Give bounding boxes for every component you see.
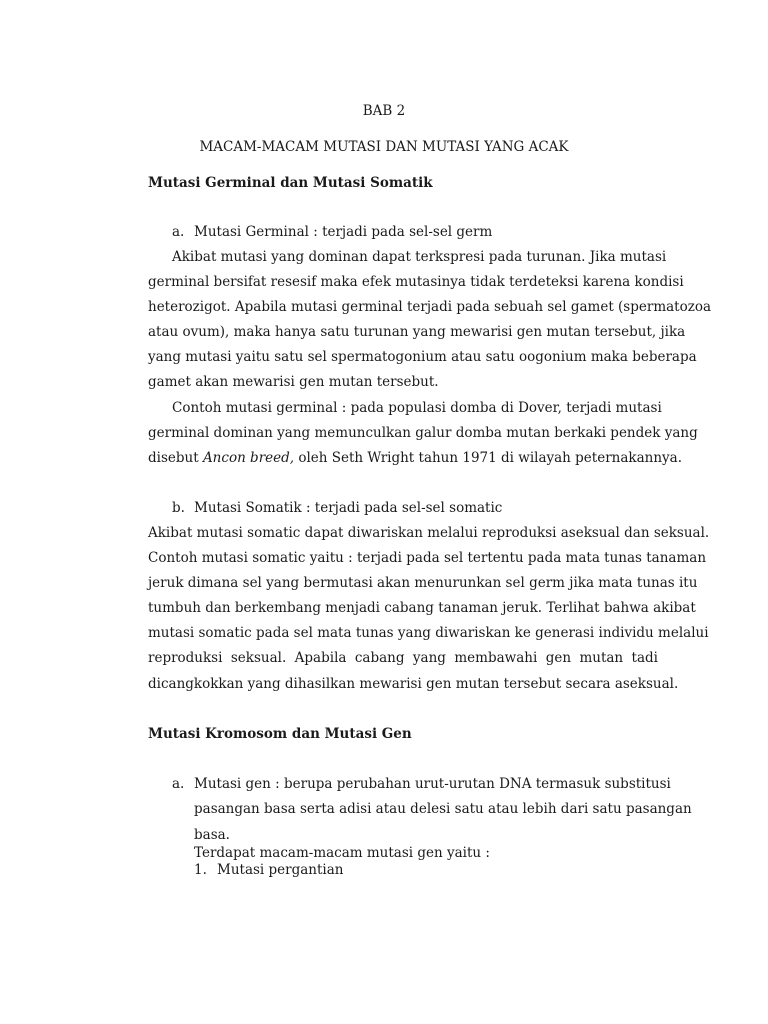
paragraph-line [172, 400, 662, 416]
paragraph-line [148, 349, 697, 365]
list-item-text: Mutasi Germinal : terjadi pada sel-sel germ [194, 224, 493, 240]
paragraph-line-text: tumbuh dan berkembang menjadi cabang tanaman jeruk. Terlihat bahwa akibat [148, 600, 696, 616]
paragraph-line-text: mutasi somatic pada sel mata tunas yang diwariskan ke generasi individu melalui [148, 625, 709, 641]
paragraph-line [148, 650, 658, 666]
list-item-line [194, 776, 671, 792]
paragraph-line [148, 575, 698, 591]
paragraph-text: disebut [148, 450, 203, 466]
paragraph-line-text: Contoh mutasi germinal : pada populasi domba di Dover, terjadi mutasi [172, 400, 662, 416]
paragraph-line [148, 450, 682, 466]
list-marker: a. [172, 776, 185, 792]
paragraph-line-text: Mutasi gen : berupa perubahan urut-urutan DNA termasuk substitusi [194, 776, 671, 792]
paragraph-line-text: atau ovum), maka hanya satu turunan yang mewarisi gen mutan tersebut, jika [148, 324, 686, 340]
paragraph-line: Akibat mutasi somatic dapat diwariskan melalui reproduksi aseksual dan seksual. [148, 525, 710, 541]
list-marker: b. [172, 500, 185, 516]
list-item-text: Mutasi Somatik : terjadi pada sel-sel somatic [194, 500, 503, 516]
sub-list-item-text: Mutasi pergantian [217, 862, 344, 878]
paragraph-line-text: Contoh mutasi somatic yaitu : terjadi pada sel tertentu pada mata tunas tanaman [148, 550, 707, 566]
paragraph-line-text: heterozigot. Apabila mutasi germinal terjadi pada sebuah sel gamet (spermatozoa [148, 299, 712, 315]
paragraph-line-text: germinal bersifat resesif maka efek mutasinya tidak terdeteksi karena kondisi [148, 274, 684, 290]
paragraph-line [148, 425, 698, 441]
section-heading-germinal-somatic: Mutasi Germinal dan Mutasi Somatik [148, 175, 433, 191]
section-heading-kromosom-gen: Mutasi Kromosom dan Mutasi Gen [148, 726, 412, 742]
paragraph-line: dicangkokkan yang dihasilkan mewarisi gen mutan tersebut secara aseksual. [148, 676, 679, 692]
list-marker: a. [172, 224, 185, 240]
paragraph-line [148, 600, 696, 616]
sub-list-intro: Terdapat macam-macam mutasi gen yaitu : [194, 845, 490, 861]
sub-list-marker: 1. [194, 862, 207, 878]
italic-term: Ancon breed, [202, 450, 295, 466]
list-item-line: basa. [194, 827, 230, 843]
paragraph-line-text: germinal dominan yang memunculkan galur domba mutan berkaki pendek yang [148, 425, 698, 441]
chapter-label: BAB 2 [362, 103, 406, 119]
paragraph-line [148, 550, 707, 566]
paragraph-line-text: yang mutasi yaitu satu sel spermatogonium atau satu oogonium maka beberapa [148, 349, 697, 365]
paragraph-line-text: reproduksi seksual. Apabila cabang yang membawahi gen mutan tadi [148, 650, 658, 666]
paragraph-text: oleh Seth Wright tahun 1971 di wilayah peternakannya. [294, 450, 682, 466]
paragraph-line [148, 324, 686, 340]
paragraph-line-text: jeruk dimana sel yang bermutasi akan menurunkan sel germ jika mata tunas itu [148, 575, 698, 591]
paragraph-line-text: Akibat mutasi yang dominan dapat terkspresi pada turunan. Jika mutasi [172, 249, 667, 265]
list-item-line [194, 801, 692, 817]
paragraph-line [172, 249, 667, 265]
paragraph-line-text: pasangan basa serta adisi atau delesi satu atau lebih dari satu pasangan [194, 801, 692, 817]
paragraph-line [148, 625, 709, 641]
paragraph-line: gamet akan mewarisi gen mutan tersebut. [148, 374, 439, 390]
chapter-title: MACAM-MACAM MUTASI DAN MUTASI YANG ACAK [199, 139, 569, 155]
paragraph-line [148, 274, 684, 290]
paragraph-line [148, 299, 712, 315]
